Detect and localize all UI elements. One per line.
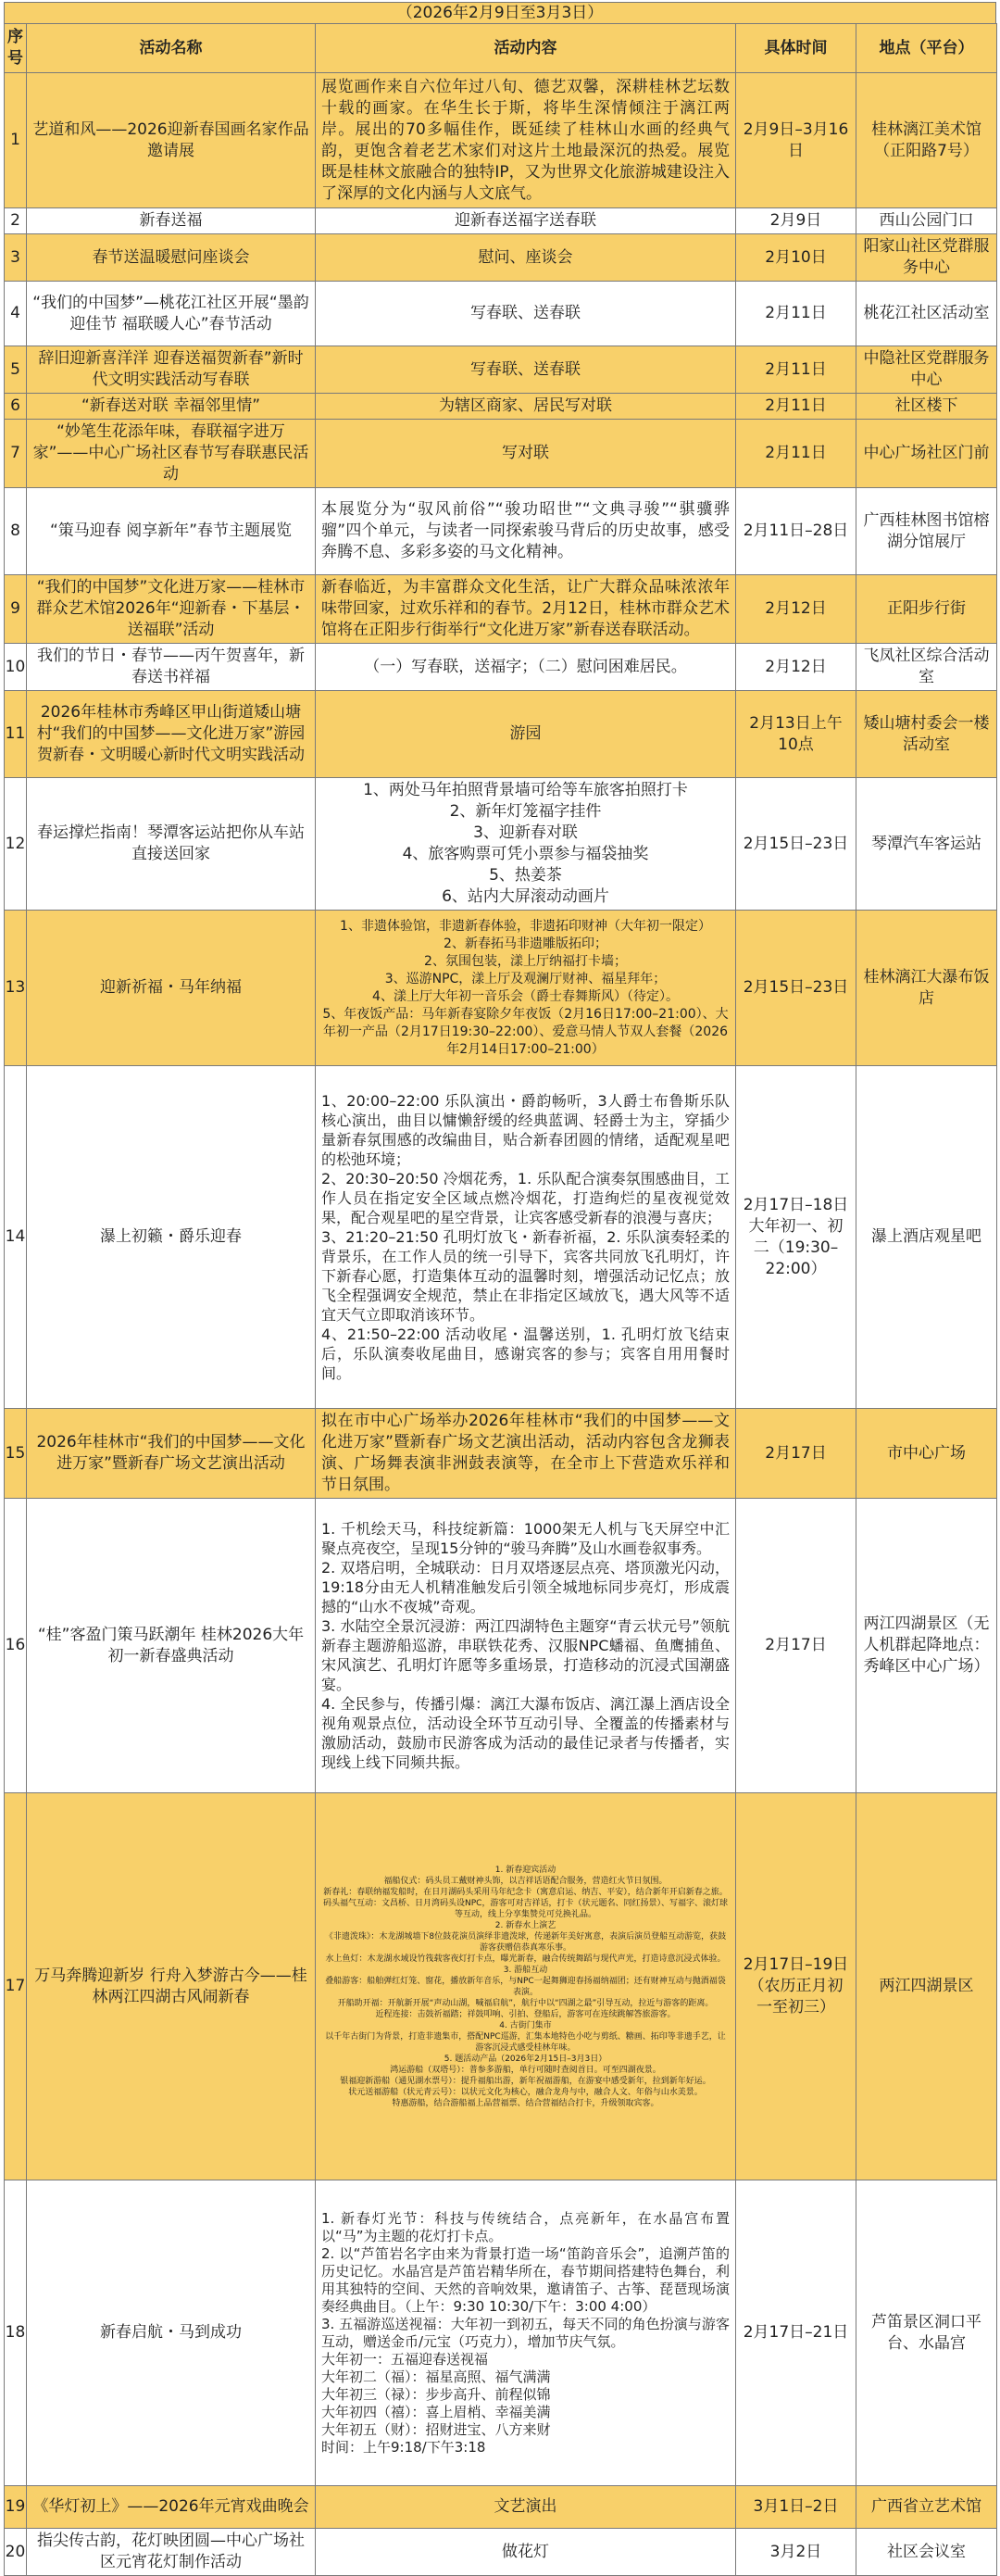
row-name: “我们的中国梦”—桃花江社区开展“墨韵迎佳节 福联暖人心”春节活动 [27, 282, 316, 346]
header-index: 序号 [5, 24, 27, 73]
table-row [5, 208, 997, 234]
row-location: 桂林漓江美术馆（正阳路7号） [856, 73, 997, 208]
header-name: 活动名称 [27, 24, 316, 73]
table-row [5, 346, 997, 394]
table-row [5, 488, 997, 575]
header-time: 具体时间 [736, 24, 856, 73]
row-time: 3月2日 [736, 2529, 856, 2576]
row-location: 琴潭汽车客运站 [856, 778, 997, 911]
header-content: 活动内容 [316, 24, 736, 73]
row-time: 2月9日–3月16日 [736, 73, 856, 208]
row-location: 芦笛景区洞口平台、水晶宫 [856, 2180, 997, 2486]
row-name: 新春送福 [27, 208, 316, 234]
row-time: 2月9日 [736, 208, 856, 234]
row-time: 2月11日 [736, 282, 856, 346]
row-name: “新春送对联 幸福邻里情” [27, 394, 316, 420]
table-row [5, 2529, 997, 2576]
row-content: 1、20:00–22:00 乐队演出・爵韵畅听，3人爵士布鲁斯乐队核心演出，曲目以慵懒舒缓的经典蓝调、轻爵士为主，穿插少量新春氛围感的改编曲目，贴合新春团圆的情绪，适配观星吧的松弛环境； 2、20:30–20:50 冷烟花秀，1. 乐队配合演奏氛围感曲目，工作人员在指定安全区域点燃冷烟花，打造绚烂的星夜视觉效果，配合观星吧的星空背景，让宾客感受新春的浪漫与喜庆； 3、21:20–21:50 孔明灯放飞・新春祈福，2. 乐队演奏轻柔的背景乐，在工作人员的统一引导下，宾客共同放飞孔明灯，许下新春心愿，打造集体互动的温馨时刻，增强活动记忆点；放飞全程强调安全规范，禁止在非指定区域放飞，遇大风等不适宜天气立即取消该环节。 4、21:50–22:00 活动收尾・温馨送别，1. 孔明灯放飞结束后，乐队演奏收尾曲目，感谢宾客的参与；宾客自用用餐时间。 [316, 1066, 736, 1409]
row-index: 4 [5, 282, 27, 346]
table-row [5, 394, 997, 420]
row-name: “妙笔生花添年味，春联福字进万家”——中心广场社区春节写春联惠民活动 [27, 420, 316, 488]
table-row [5, 575, 997, 644]
row-content: 本展览分为“驭风前俗”“骏功昭世”“文典寻骏”“骐骥骅骝”四个单元，与读者一同探索骏马背后的历史故事，感受奔腾不息、多彩多姿的马文化精神。 [316, 488, 736, 575]
table-row [5, 778, 997, 911]
row-name: 春运撑烂指南！琴潭客运站把你从车站直接送回家 [27, 778, 316, 911]
row-index: 14 [5, 1066, 27, 1409]
row-content: 做花灯 [316, 2529, 736, 2576]
row-content: 1. 千机绘天马，科技绽新篇：1000架无人机与飞天屏空中汇聚点亮夜空，呈现15分钟的“骏马奔腾”及山水画卷叙事秀。 2. 双塔启明，全城联动：日月双塔逐层点亮、塔顶激光闪动，19:18分由无人机精准触发后引领全城地标同步亮灯，形成震撼的“山水不夜城”奇观。 3. 水陆空全景沉浸游：两江四湖特色主题穿“青云状元号”领航新春主题游船巡游，串联铁花秀、汉服NPC蟠福、鱼鹰捕鱼、宋风演艺、孔明灯许愿等多重场景，打造移动的沉浸式国潮盛宴。 4. 全民参与，传播引爆：漓江大瀑布饭店、漓江瀑上酒店设全视角观景点位，活动设全环节互动引导、全覆盖的传播素材与激励活动，鼓励市民游客成为活动的最佳记录者与传播者，实现线上线下同频共振。 [316, 1499, 736, 1793]
row-location: 两江四湖景区（无人机群起降地点：秀峰区中心广场） [856, 1499, 997, 1793]
row-name: 《华灯初上》——2026年元宵戏曲晚会 [27, 2486, 316, 2529]
table-row [5, 2486, 997, 2529]
row-name: 指尖传古韵，花灯映团圆—中心广场社区元宵花灯制作活动 [27, 2529, 316, 2576]
row-content: 写春联、送春联 [316, 282, 736, 346]
row-time: 2月11日 [736, 346, 856, 394]
row-name: 我们的节日・春节——丙午贺喜年，新春送书祥福 [27, 644, 316, 691]
row-location: 广西桂林图书馆榕湖分馆展厅 [856, 488, 997, 575]
row-time: 2月13日上午10点 [736, 691, 856, 778]
header-row [5, 24, 997, 73]
row-index: 18 [5, 2180, 27, 2486]
row-location: 矮山塘村委会一楼活动室 [856, 691, 997, 778]
table-row [5, 1409, 997, 1499]
row-index: 3 [5, 234, 27, 282]
row-name: “桂”客盈门策马跃潮年 桂林2026大年初一新春盛典活动 [27, 1499, 316, 1793]
row-index: 17 [5, 1793, 27, 2180]
row-location: 桃花江社区活动室 [856, 282, 997, 346]
row-location: 社区楼下 [856, 394, 997, 420]
row-location: 阳家山社区党群服务中心 [856, 234, 997, 282]
row-content: 1. 新春灯光节：科技与传统结合，点亮新年，在水晶宫布置以“马”为主题的花灯打卡点。 2. 以“芦笛岩名字由来为背景打造一场“笛韵音乐会”，追溯芦笛的历史记忆。水晶宫是芦笛岩精华所在，春节期间搭建特色舞台，利用其独特的空间、天然的音响效果，邀请笛子、古筝、琵琶现场演奏经典曲目。（上午：9:30 10:30/下午：3:00 4:00） 3. 五福游巡送视福：大年初一到初五，每天不同的角色扮演与游客互动，赠送金币/元宝（巧克力），增加节庆气氛。 大年初一：五福迎春送视福 大年初二（福）：福星高照、福气满满 大年初三（禄）：步步高升、前程似锦 大年初四（禧）：喜上眉梢、幸福美满 大年初五（财）：招财进宝、八方来财 时间：上午9:18/下午3:18 [316, 2180, 736, 2486]
row-content: 1、两处马年拍照背景墙可给等车旅客拍照打卡 2、新年灯笼福字挂件 3、迎新春对联 4、旅客购票可凭小票参与福袋抽奖 5、热姜茶 6、站内大屏滚动动画片 [316, 778, 736, 911]
row-name: 2026年桂林市“我们的中国梦——文化进万家”暨新春广场文艺演出活动 [27, 1409, 316, 1499]
row-content: 展览画作来自六位年过八旬、德艺双馨，深耕桂林艺坛数十载的画家。在华生长于斯，将毕生深情倾注于漓江两岸。展出的70多幅佳作，既延续了桂林山水画的经典气韵，更饱含着老艺术家们对这片土地最深沉的热爱。展览既是桂林文旅融合的独特IP，又为世界文化旅游城建设注入了深厚的文化内涵与人文底气。 [316, 73, 736, 208]
row-name: 迎新祈福・马年纳福 [27, 911, 316, 1066]
header-location: 地点（平台） [856, 24, 997, 73]
row-time: 2月11日 [736, 420, 856, 488]
row-index: 8 [5, 488, 27, 575]
row-name: “我们的中国梦”文化进万家——桂林市群众艺术馆2026年“迎新春・下基层・送福联”活动 [27, 575, 316, 644]
row-time: 2月17日–18日大年初一、初二（19:30–22:00） [736, 1066, 856, 1409]
row-location: 两江四湖景区 [856, 1793, 997, 2180]
row-time: 2月12日 [736, 644, 856, 691]
row-location: 广西省立艺术馆 [856, 2486, 997, 2529]
row-index: 2 [5, 208, 27, 234]
row-time: 2月10日 [736, 234, 856, 282]
row-time: 2月11日 [736, 394, 856, 420]
row-content: 慰问、座谈会 [316, 234, 736, 282]
table-row [5, 1066, 997, 1409]
row-name: 瀑上初籁・爵乐迎春 [27, 1066, 316, 1409]
row-content: 迎新春送福字送春联 [316, 208, 736, 234]
date-range-banner: （2026年2月9日至3月3日） [4, 2, 996, 24]
row-content: 1、非遗体验馆，非遗新春体验，非遗拓印财神（大年初一限定） 2、新春拓马非遗雕版拓印； 2、氛围包装，漾上厅纳福打卡墙； 3、巡游NPC，漾上厅及观澜厅财神、福星拜年； 4、漾上厅大年初一音乐会（爵士春舞斯风）（待定）。 5、年夜饭产品：马年新春宴除夕年夜饭（2月16日17:00–21:00）、大年初一产品（2月17日19:30–22:00）、爱意马情人节双人套餐（2026年2月14日17:00–21:00） [316, 911, 736, 1066]
row-location: 社区会议室 [856, 2529, 997, 2576]
row-index: 15 [5, 1409, 27, 1499]
events-sheet [4, 2, 996, 2571]
row-index: 12 [5, 778, 27, 911]
table-row [5, 420, 997, 488]
row-content: 1. 新春迎宾活动 福船仪式：码头员工戴财神头饰，以吉祥话语配合服务，营造红火节日氛围。 新春礼：春联纳福发船时，在日月湖码头采用马年纪念卡（寓意启运、纳吉、平安），结合新年开启新春之旅。 码头福气互动：文昌桥、日月湾码头设NPC，游客可对吉祥话，打卡（状元题名、同红扬景）、写福字、滚灯球等互动，线上分享集赞兑可兑换礼品。 2. 新春水上演艺 《非遗泼珠》：木龙湖城墙下8位鼓花演员演绎非遗泼球，传递新年美好寓意，表演后演员登船互动游览，获鼓游客获赠倍恭真寒乐事。 水上鱼灯：木龙湖水域设竹筏载客夜灯打卡点，曝光新春，融合传统舞蹈与现代声光，打造诗意沉浸式体验。 3. 游船互动 叠船游客：船舶弹红灯笼、窗花，播放新年音乐，与NPC一起舞狮迎春扬福纳福团；还有财神互动与抛酒福袋表演。 开船助开福：开航新开展“声动山湖，喊福启航”，航行中以“四湖之最”引导互动，拉近与游客的距离。 近程连接：击鼓祈福踏；祥鼓叩响、引拍、登船后，游客可在连续跳解答旅游客。 4. 古街门集市 以千年古街门为背景，打造非遗集市，搭配NPC巡游，汇集本地特色小吃与剪纸、糖画、拓印等非遗手艺，让游客沉浸式感受桂林年味。 5. 题活动产品（2026年2月15日–3月3日） 鸿运游船（双塔号）：普参多游船，单行可随时查阅首日。可至四湖夜景。 银福迎新游船（通见湖水票号）：提升福船出游，新年祝福游船，在游宴中感受新年，拉到新年好运。 状元送福游船（状元青云号）：以状元文化为核心，融合龙舟与中，融合人文、年俗与山水美景。 特惠游船，结合游船福上品营福票、结合营福结合打卡，升级领取宾客。 [316, 1793, 736, 2180]
row-location: 市中心广场 [856, 1409, 997, 1499]
row-time: 3月1日–2日 [736, 2486, 856, 2529]
row-index: 20 [5, 2529, 27, 2576]
row-time: 2月17日 [736, 1409, 856, 1499]
row-content: 拟在市中心广场举办2026年桂林市“我们的中国梦——文化进万家”暨新春广场文艺演出活动，活动内容包含龙狮表演、广场舞表演非洲鼓表演等，在全市上下营造欢乐祥和节日氛围。 [316, 1409, 736, 1499]
table-row [5, 1793, 997, 2180]
row-name: “策马迎春 阅享新年”春节主题展览 [27, 488, 316, 575]
row-name: 春节送温暖慰问座谈会 [27, 234, 316, 282]
row-index: 5 [5, 346, 27, 394]
table-row [5, 234, 997, 282]
row-name: 辞旧迎新喜洋洋 迎春送福贺新春”新时代文明实践活动写春联 [27, 346, 316, 394]
row-name: 艺道和风——2026迎新春国画名家作品邀请展 [27, 73, 316, 208]
row-location: 西山公园门口 [856, 208, 997, 234]
row-index: 7 [5, 420, 27, 488]
row-index: 1 [5, 73, 27, 208]
row-location: 桂林漓江大瀑布饭店 [856, 911, 997, 1066]
row-content: 写对联 [316, 420, 736, 488]
events-table [4, 23, 997, 2576]
row-index: 13 [5, 911, 27, 1066]
row-index: 6 [5, 394, 27, 420]
row-location: 正阳步行街 [856, 575, 997, 644]
row-name: 2026年桂林市秀峰区甲山街道矮山塘村“我们的中国梦——文化进万家”游园贺新春・文明暖心新时代文明实践活动 [27, 691, 316, 778]
row-content: 文艺演出 [316, 2486, 736, 2529]
row-time: 2月17日–21日 [736, 2180, 856, 2486]
row-time: 2月17日 [736, 1499, 856, 1793]
row-time: 2月15日–23日 [736, 778, 856, 911]
row-index: 19 [5, 2486, 27, 2529]
row-content: 写春联、送春联 [316, 346, 736, 394]
row-time: 2月12日 [736, 575, 856, 644]
row-time: 2月15日–23日 [736, 911, 856, 1066]
table-row [5, 644, 997, 691]
row-time: 2月11日–28日 [736, 488, 856, 575]
table-row [5, 691, 997, 778]
row-content: 新春临近，为丰富群众文化生活，让广大群众品味浓浓年味带回家，过欢乐祥和的春节。2月12日，桂林市群众艺术馆将在正阳步行街举行“文化进万家”新春送春联活动。 [316, 575, 736, 644]
row-name: 万马奔腾迎新岁 行舟入梦游古今——桂林两江四湖古风闹新春 [27, 1793, 316, 2180]
table-row [5, 73, 997, 208]
row-location: 瀑上酒店观星吧 [856, 1066, 997, 1409]
table-row [5, 1499, 997, 1793]
row-content: 为辖区商家、居民写对联 [316, 394, 736, 420]
row-index: 16 [5, 1499, 27, 1793]
row-name: 新春启航・马到成功 [27, 2180, 316, 2486]
table-row [5, 2180, 997, 2486]
row-location: 飞凤社区综合活动室 [856, 644, 997, 691]
row-index: 11 [5, 691, 27, 778]
row-location: 中隐社区党群服务中心 [856, 346, 997, 394]
row-content: （一）写春联，送福字；（二）慰问困难居民。 [316, 644, 736, 691]
row-location: 中心广场社区门前 [856, 420, 997, 488]
row-index: 10 [5, 644, 27, 691]
row-time: 2月17日–19日（农历正月初一至初三） [736, 1793, 856, 2180]
row-index: 9 [5, 575, 27, 644]
table-row [5, 911, 997, 1066]
table-row [5, 282, 997, 346]
row-content: 游园 [316, 691, 736, 778]
